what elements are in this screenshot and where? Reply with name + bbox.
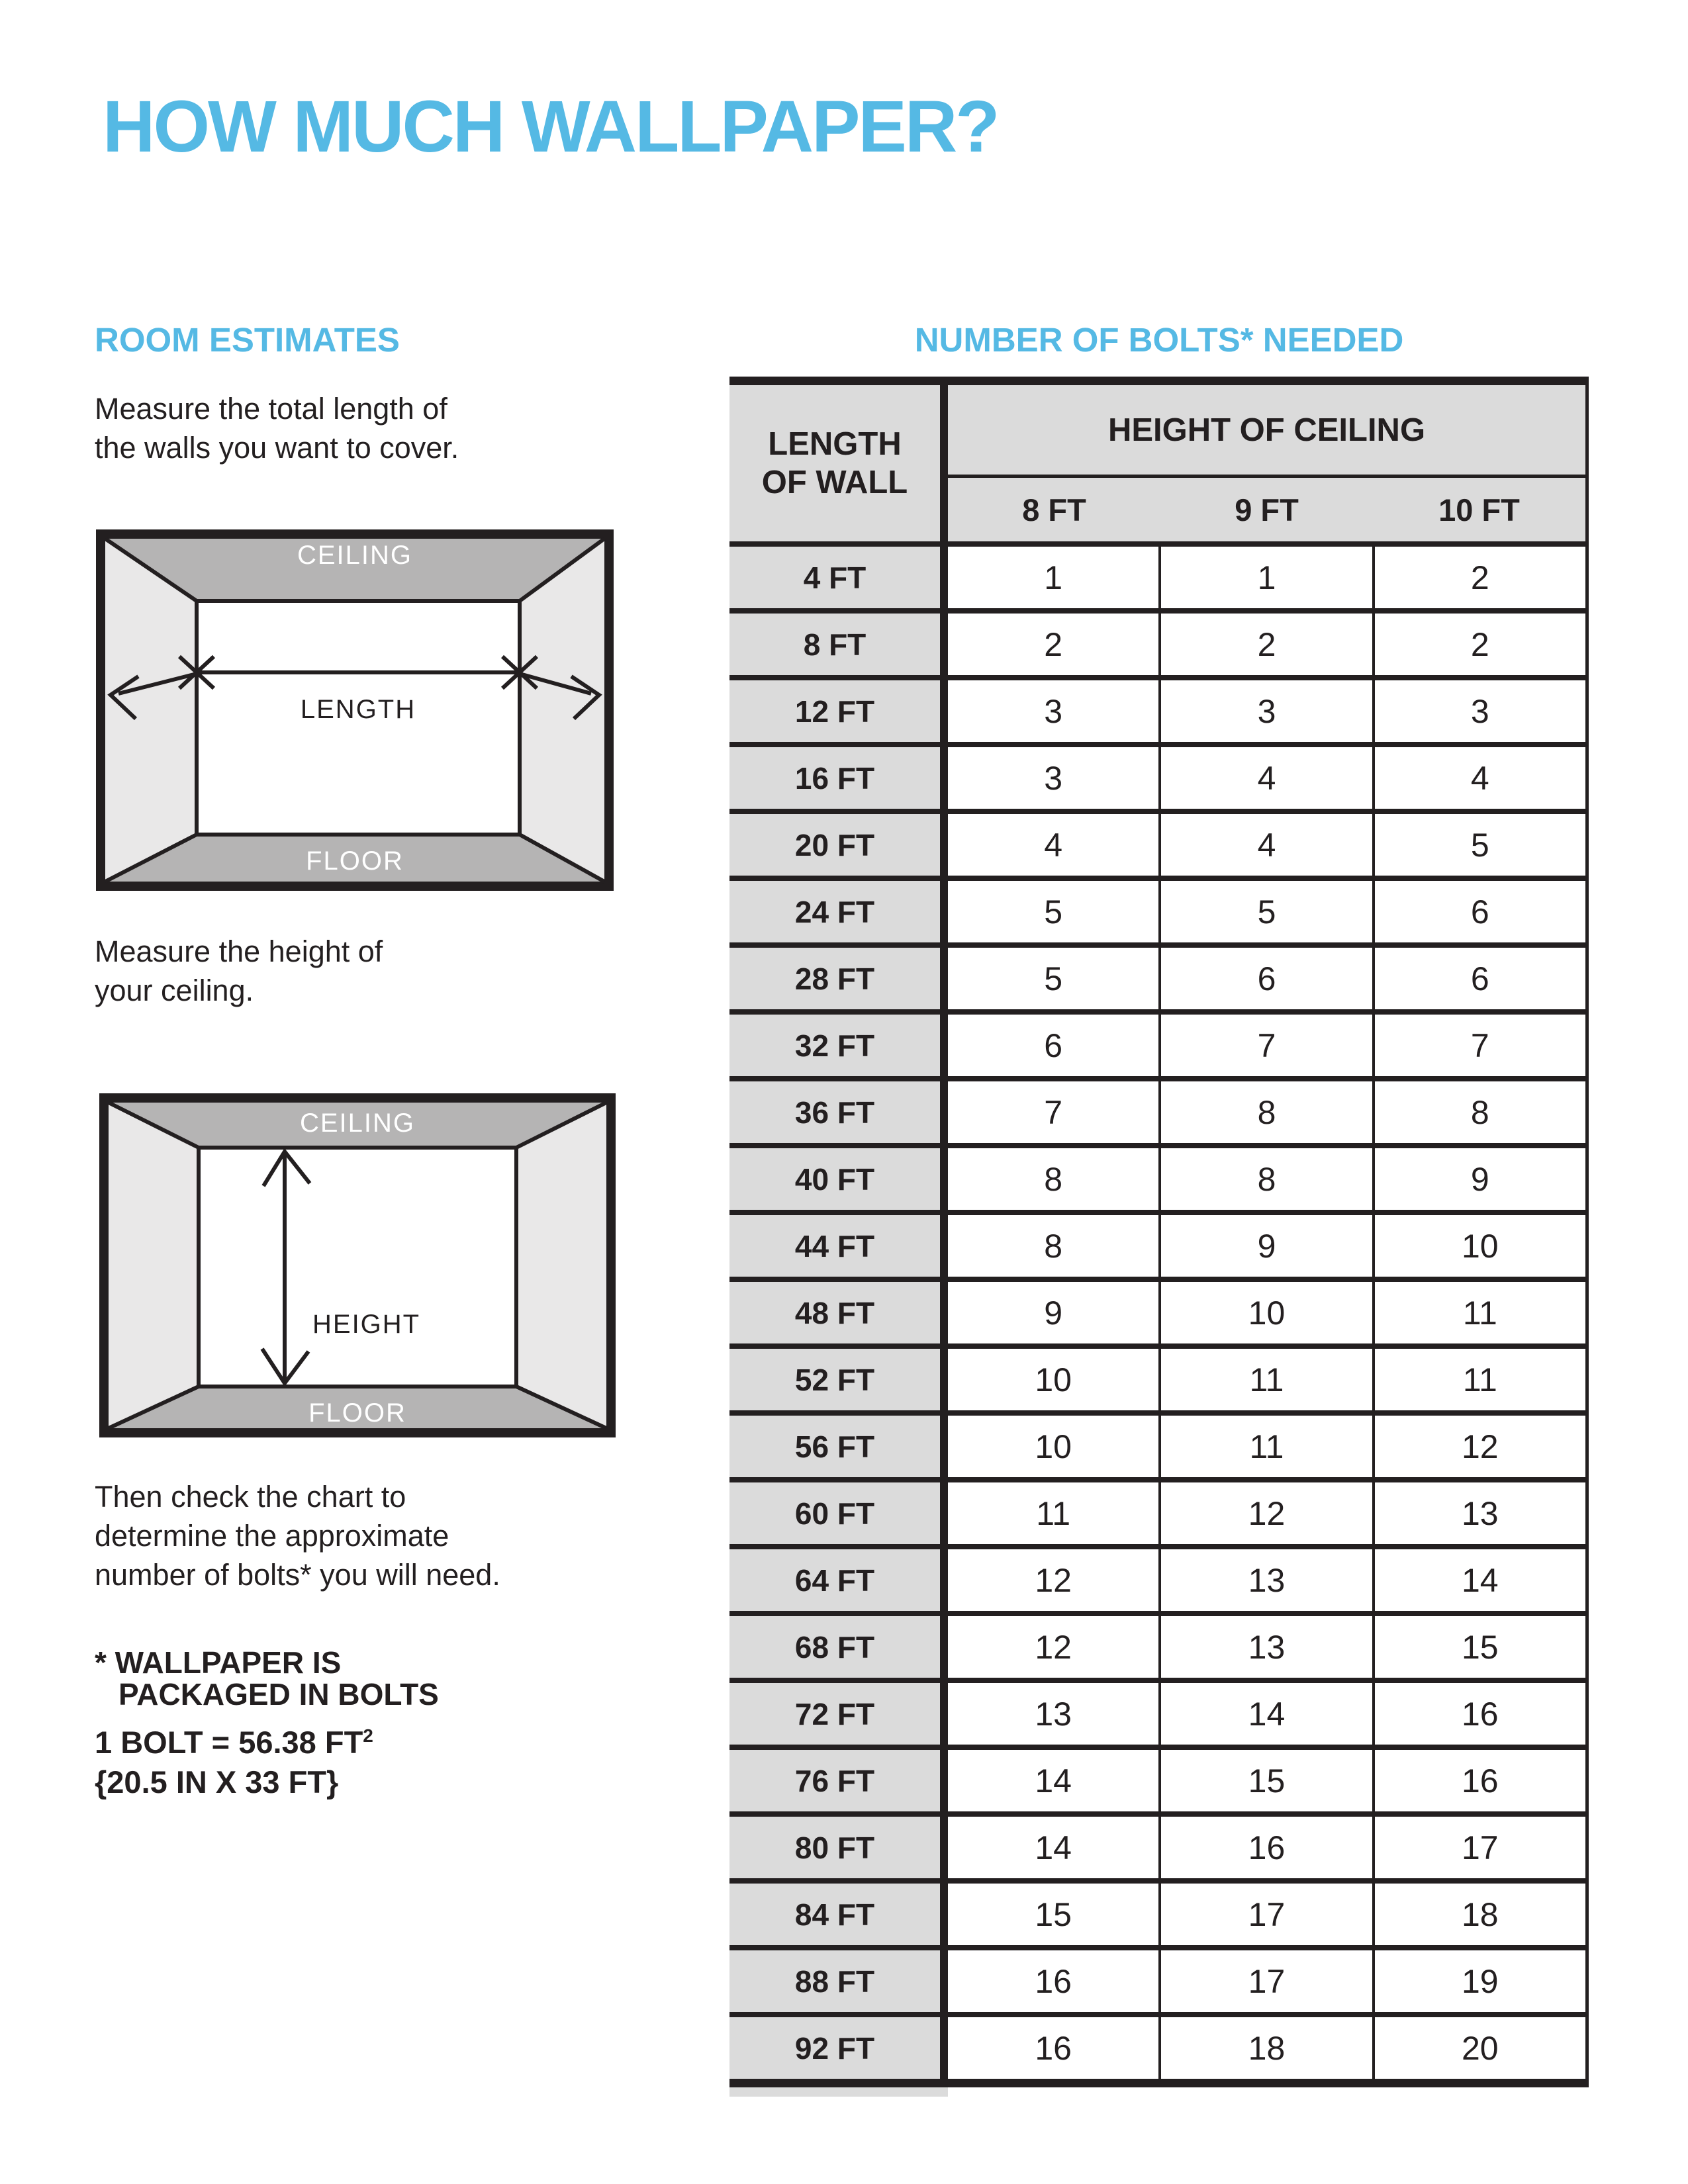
bolt-count-cell: 2 (1372, 547, 1585, 608)
column-header-8ft: 8 FT (1022, 492, 1086, 527)
row-group-header (729, 385, 948, 541)
instruction-measure-length (95, 389, 459, 467)
text-line: 1 BOLT = 56.38 FT (95, 1725, 363, 1760)
wall-length-label: 72 FT (729, 1683, 948, 1745)
wall-length-label: 88 FT (729, 1950, 948, 2012)
table-row (729, 541, 1585, 608)
bolt-count-cell: 3 (1158, 680, 1372, 742)
bolt-count-cell: 12 (1158, 1482, 1372, 1544)
table-row (729, 1076, 1585, 1143)
bolt-dimensions: {20.5 IN X 33 FT} (95, 1764, 339, 1799)
instruction-measure-height (95, 932, 383, 1010)
text-line: PACKAGED IN BOLTS (118, 1677, 439, 1711)
table-row (729, 2012, 1585, 2079)
bolt-count-cell: 14 (948, 1817, 1158, 1878)
bolt-count-cell: 12 (1372, 1416, 1585, 1477)
bolt-count-cell: 4 (1372, 747, 1585, 809)
bolt-count-cell: 8 (948, 1148, 1158, 1210)
bolt-count-cell: 11 (1158, 1416, 1372, 1477)
table-row (729, 1811, 1585, 1878)
text-line: your ceiling. (95, 974, 254, 1007)
wall-length-label: 52 FT (729, 1349, 948, 1410)
text-line: OF WALL (761, 465, 908, 500)
bolt-equation (95, 1725, 373, 1764)
bolt-count-cell: 16 (948, 2017, 1158, 2079)
bolt-count-cell: 7 (1372, 1015, 1585, 1076)
bolt-count-cell: 5 (1372, 814, 1585, 876)
bolt-count-cell: 9 (1158, 1215, 1372, 1277)
text-line: determine the approximate (95, 1519, 449, 1553)
bolt-count-cell: 18 (1158, 2017, 1372, 2079)
page-title: HOW MUCH WALLPAPER? (103, 86, 998, 167)
bolt-count-cell: 6 (948, 1015, 1158, 1076)
wall-length-label: 64 FT (729, 1549, 948, 1611)
bolt-count-cell: 11 (1372, 1282, 1585, 1343)
bolt-count-cell: 3 (948, 747, 1158, 809)
bolt-count-cell: 13 (1158, 1549, 1372, 1611)
bolt-count-cell: 13 (1372, 1482, 1585, 1544)
length-label: LENGTH (300, 695, 416, 724)
bolt-count-cell: 10 (948, 1416, 1158, 1477)
bolt-count-cell: 10 (1372, 1215, 1585, 1277)
bolt-count-cell: 11 (1372, 1349, 1585, 1410)
bolt-count-cell: 9 (948, 1282, 1158, 1343)
table-row (729, 1678, 1585, 1745)
column-headers (948, 478, 1585, 541)
bolt-count-cell: 14 (1158, 1683, 1372, 1745)
wall-length-label: 20 FT (729, 814, 948, 876)
wall-length-label: 84 FT (729, 1884, 948, 1945)
table-row (729, 1945, 1585, 2012)
table-row (729, 1210, 1585, 1277)
bolt-count-cell: 11 (948, 1482, 1158, 1544)
table-row (729, 675, 1585, 742)
bolt-count-cell: 15 (948, 1884, 1158, 1945)
bolt-count-cell: 15 (1158, 1750, 1372, 1811)
column-group-header: HEIGHT OF CEILING (948, 385, 1585, 478)
wall-length-label: 44 FT (729, 1215, 948, 1277)
wall-length-label: 24 FT (729, 881, 948, 942)
table-row (729, 1410, 1585, 1477)
wall-length-label: 60 FT (729, 1482, 948, 1544)
text-line: LENGTH (768, 426, 902, 462)
bolts-needed-heading: NUMBER OF BOLTS* NEEDED (914, 321, 1404, 359)
bolt-count-cell: 3 (1372, 680, 1585, 742)
bolt-count-cell: 3 (948, 680, 1158, 742)
ceiling-label: CEILING (297, 541, 413, 570)
bolt-count-cell: 5 (1158, 881, 1372, 942)
text-line: Measure the height of (95, 934, 383, 968)
bolt-count-cell: 17 (1158, 1950, 1372, 2012)
table-header (729, 385, 1585, 541)
column-header-9ft: 9 FT (1235, 492, 1299, 527)
wall-length-label: 32 FT (729, 1015, 948, 1076)
bolt-count-cell: 2 (1372, 614, 1585, 675)
wall-length-label: 56 FT (729, 1416, 948, 1477)
wall-length-label: 4 FT (729, 547, 948, 608)
bolt-count-cell: 7 (1158, 1015, 1372, 1076)
table-main (729, 385, 1589, 2079)
bolt-count-cell: 6 (1372, 881, 1585, 942)
table-row (729, 1611, 1585, 1678)
room-length-diagram (96, 529, 614, 891)
table-row (729, 876, 1585, 942)
bolt-count-cell: 16 (1372, 1683, 1585, 1745)
bolt-count-cell: 13 (948, 1683, 1158, 1745)
wall-length-label: 36 FT (729, 1081, 948, 1143)
column-header-10ft: 10 FT (1438, 492, 1520, 527)
height-label: HEIGHT (312, 1310, 421, 1339)
table-row (729, 1143, 1585, 1210)
bolt-count-cell: 18 (1372, 1884, 1585, 1945)
wall-length-label: 28 FT (729, 948, 948, 1009)
bolt-count-cell: 12 (948, 1616, 1158, 1678)
bolt-count-cell: 19 (1372, 1950, 1585, 2012)
bolt-count-cell: 16 (1158, 1817, 1372, 1878)
wall-length-label: 12 FT (729, 680, 948, 742)
bolt-count-cell: 8 (1372, 1081, 1585, 1143)
table-row (729, 1277, 1585, 1343)
bolt-count-cell: 8 (948, 1215, 1158, 1277)
wall-length-label: 76 FT (729, 1750, 948, 1811)
bolt-count-cell: 17 (1372, 1817, 1585, 1878)
bolt-count-cell: 16 (1372, 1750, 1585, 1811)
table-row (729, 742, 1585, 809)
table-row (729, 608, 1585, 675)
table-row (729, 1544, 1585, 1611)
bolt-count-cell: 14 (948, 1750, 1158, 1811)
bolt-count-cell: 10 (948, 1349, 1158, 1410)
bolt-count-cell: 9 (1372, 1148, 1585, 1210)
instruction-check-chart (95, 1477, 500, 1594)
bolt-size-info (95, 1725, 373, 1799)
text-line: the walls you want to cover. (95, 431, 459, 465)
bolt-count-cell: 20 (1372, 2017, 1585, 2079)
bolt-count-cell: 7 (948, 1081, 1158, 1143)
bolt-count-cell: 6 (1158, 948, 1372, 1009)
table-bottom-bar (729, 2079, 1589, 2087)
table-row (729, 1477, 1585, 1544)
table-row (729, 1009, 1585, 1076)
bolt-count-cell: 8 (1158, 1148, 1372, 1210)
bolt-count-cell: 8 (1158, 1081, 1372, 1143)
wall-length-label: 68 FT (729, 1616, 948, 1678)
table-row (729, 1343, 1585, 1410)
bolt-count-cell: 4 (1158, 814, 1372, 876)
bolt-count-cell: 5 (948, 948, 1158, 1009)
exponent: 2 (363, 1725, 373, 1746)
floor-label: FLOOR (306, 846, 404, 876)
bolt-count-cell: 4 (1158, 747, 1372, 809)
floor-label: FLOOR (308, 1398, 406, 1428)
bolt-count-cell: 1 (948, 547, 1158, 608)
text-line: Then check the chart to (95, 1480, 406, 1514)
table-body (729, 541, 1585, 2079)
text-line: Measure the total length of (95, 392, 447, 426)
bolt-count-cell: 2 (1158, 614, 1372, 675)
bolt-count-cell: 2 (948, 614, 1158, 675)
bolt-count-cell: 15 (1372, 1616, 1585, 1678)
wall-length-label: 48 FT (729, 1282, 948, 1343)
room-estimates-heading: ROOM ESTIMATES (95, 321, 400, 359)
bolt-count-cell: 6 (1372, 948, 1585, 1009)
bolt-count-cell: 4 (948, 814, 1158, 876)
text-line: number of bolts* you will need. (95, 1558, 500, 1592)
table-top-bar (729, 377, 1589, 385)
wall-length-label: 40 FT (729, 1148, 948, 1210)
wallpaper-bolts-footnote (95, 1647, 439, 1710)
bolt-count-cell: 16 (948, 1950, 1158, 2012)
bolts-table (729, 377, 1589, 2097)
back-wall (199, 1148, 516, 1387)
wall-length-label: 16 FT (729, 747, 948, 809)
bolt-count-cell: 13 (1158, 1616, 1372, 1678)
bolt-count-cell: 5 (948, 881, 1158, 942)
table-row (729, 1745, 1585, 1811)
bolt-count-cell: 11 (1158, 1349, 1372, 1410)
table-bottom-tab (729, 2087, 948, 2097)
ceiling-label: CEILING (299, 1109, 416, 1138)
column-group (948, 385, 1585, 541)
wall-length-label: 80 FT (729, 1817, 948, 1878)
wall-length-label: 92 FT (729, 2017, 948, 2079)
bolt-count-cell: 1 (1158, 547, 1372, 608)
bolt-count-cell: 12 (948, 1549, 1158, 1611)
wall-length-label: 8 FT (729, 614, 948, 675)
bolt-count-cell: 17 (1158, 1884, 1372, 1945)
bolt-count-cell: 10 (1158, 1282, 1372, 1343)
bolt-count-cell: 14 (1372, 1549, 1585, 1611)
table-row (729, 809, 1585, 876)
table-row (729, 1878, 1585, 1945)
table-row (729, 942, 1585, 1009)
room-height-diagram (99, 1093, 616, 1437)
text-line: * WALLPAPER IS (95, 1645, 342, 1680)
